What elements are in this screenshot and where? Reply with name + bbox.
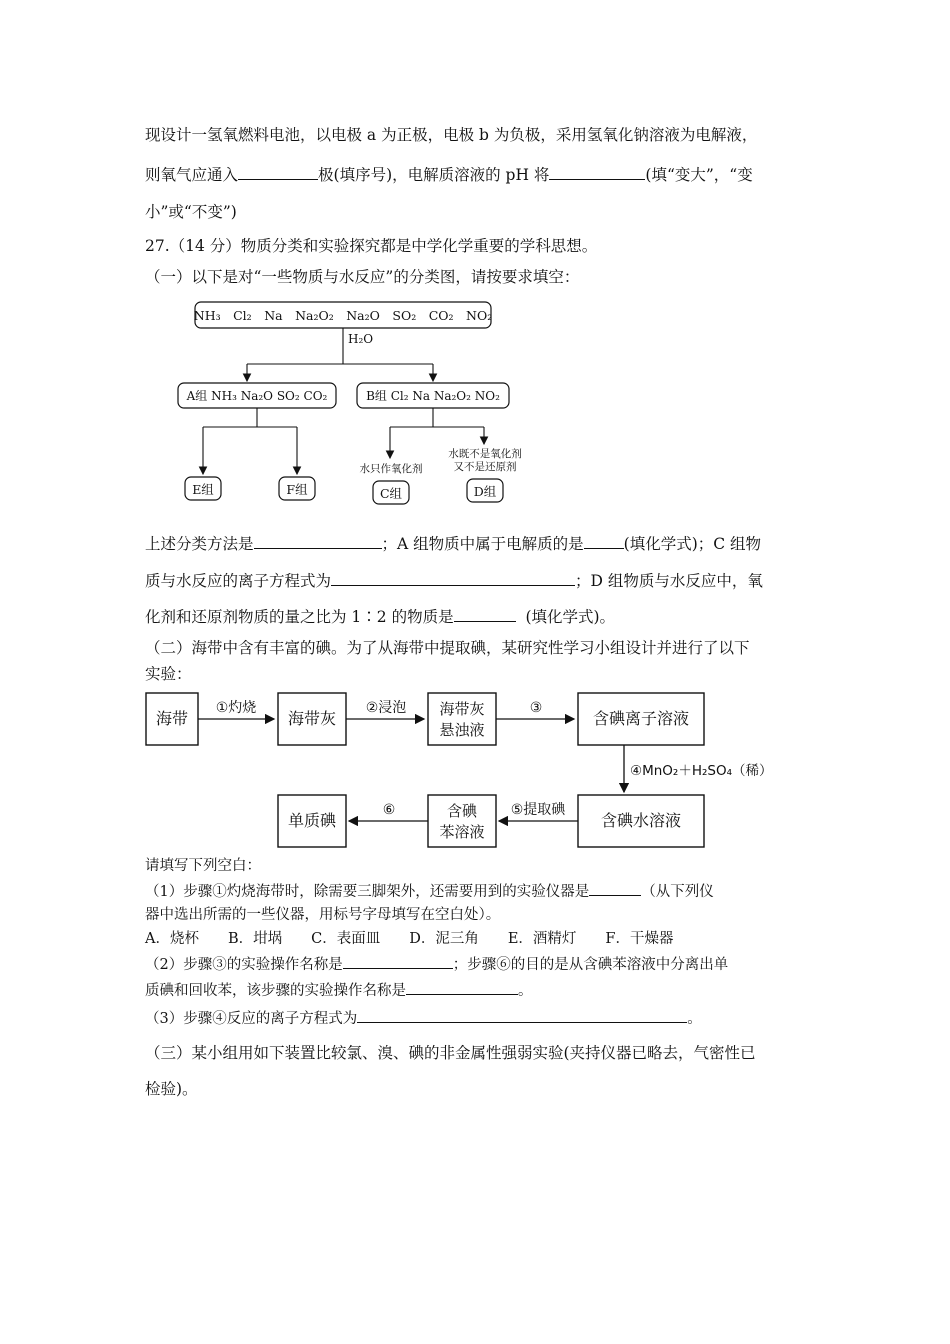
- part2-intro-line-1: （二）海带中含有丰富的碘。为了从海带中提取碘，某研究性学习小组设计并进行了以下: [145, 639, 750, 657]
- flow-step-4: ④MnO₂＋H₂SO₄（稀）: [630, 763, 773, 779]
- d-condition-label-1: 水既不是氧化剂: [448, 448, 522, 460]
- answer-blank-instruments[interactable]: [589, 880, 641, 896]
- fill-prompt: 请填写下列空白：: [145, 858, 261, 874]
- step2-question-line-1: （2）步骤③的实验操作名称是 ；步骤⑥的目的是从含碘苯溶液中分离出单: [145, 953, 728, 976]
- flow-step-2: ②浸泡: [365, 700, 407, 716]
- part3-line-1: （三）某小组用如下装置比较氯、溴、碘的非金属性强弱实验(夹持仪器已略去，气密性已: [145, 1044, 756, 1062]
- svg-text:海带: 海带: [155, 709, 189, 728]
- svg-text:悬浊液: 悬浊液: [439, 721, 485, 739]
- d-condition-label-2: 又不是还原剂: [453, 461, 517, 473]
- question-27-header: 27.（14 分）物质分类和实验探究都是中学化学重要的学科思想。: [145, 237, 598, 255]
- group-b-text: B组 Cl₂ Na Na₂O₂ NO₂: [366, 389, 500, 403]
- intro-line-2: 则氧气应通入 极(填序号)，电解质溶液的 pH 将 (填“变大”，“变: [145, 166, 753, 184]
- reagent-label: H₂O: [348, 332, 374, 346]
- iodine-flow-diagram: [146, 693, 773, 847]
- svg-text:海带灰: 海带灰: [287, 709, 337, 728]
- c-condition-label: 水只作氧化剂: [359, 463, 423, 475]
- step2-question-line-2: 质碘和回收苯，该步骤的实验操作名称是 。: [145, 979, 533, 1002]
- top-substances-text: NH₃ Cl₂ Na Na₂O₂ Na₂O SO₂ CO₂ NO₂: [193, 308, 493, 323]
- group-f-text: F组: [286, 482, 308, 497]
- answer-blank-step3-operation[interactable]: [343, 953, 453, 969]
- flow-step-6: ⑥: [382, 802, 396, 818]
- svg-text:含碘水溶液: 含碘水溶液: [600, 811, 682, 830]
- flow-step-3: ③: [529, 700, 543, 716]
- intro-line-3: 小”或“不变”): [145, 203, 237, 221]
- group-d-text: D组: [473, 484, 497, 499]
- answer-blank-ion-equation-c[interactable]: [331, 570, 575, 586]
- svg-text:海带灰: 海带灰: [439, 700, 485, 718]
- svg-text:含碘离子溶液: 含碘离子溶液: [592, 709, 690, 728]
- part3-line-2: 检验)。: [145, 1080, 198, 1098]
- intro-line-1: 现设计一氢氧燃料电池，以电极 a 为正极，电极 b 为负极，采用氢氧化钠溶液为电解液，: [145, 126, 758, 144]
- part1-title: （一）以下是对“一些物质与水反应”的分类图，请按要求填空：: [145, 268, 580, 286]
- flow-step-1: ①灼烧: [215, 700, 257, 716]
- answer-blank-electrolyte[interactable]: [584, 533, 624, 549]
- answer-blank-step6-operation[interactable]: [406, 979, 518, 995]
- svg-text:单质碘: 单质碘: [287, 811, 337, 830]
- flow-step-5: ⑤提取碘: [510, 802, 566, 818]
- svg-text:苯溶液: 苯溶液: [439, 823, 485, 841]
- group-c-text: C组: [379, 486, 403, 501]
- answer-blank-ratio-substance[interactable]: [454, 606, 516, 622]
- svg-text:含碘: 含碘: [446, 802, 478, 820]
- group-a-text: A组 NH₃ Na₂O SO₂ CO₂: [186, 389, 328, 403]
- step3-question: （3）步骤④反应的离子方程式为 。: [145, 1007, 702, 1030]
- part1-question-line-1: 上述分类方法是 ；A 组物质中属于电解质的是 (填化学式)；C 组物: [145, 535, 762, 553]
- part2-intro-line-2: 实验：: [145, 665, 192, 683]
- answer-blank-step4-equation[interactable]: [357, 1007, 687, 1023]
- step1-question-line-1: （1）步骤①灼烧海带时，除需要三脚架外，还需要用到的实验仪器是 （从下列仪: [145, 880, 714, 903]
- part1-question-line-3: 化剂和还原剂物质的量之比为 1∶2 的物质是 (填化学式)。: [145, 608, 616, 626]
- answer-blank-method[interactable]: [254, 533, 382, 549]
- part1-question-line-2: 质与水反应的离子方程式为 ；D 组物质与水反应中，氧: [145, 572, 763, 590]
- step1-question-line-2: 器中选出所需的一些仪器，用标号字母填写在空白处）。: [145, 907, 501, 923]
- instrument-options: A．烧杯 B．坩埚 C．表面皿 D．泥三角 E．酒精灯 F．干燥器: [145, 931, 674, 947]
- group-e-text: E组: [192, 482, 214, 497]
